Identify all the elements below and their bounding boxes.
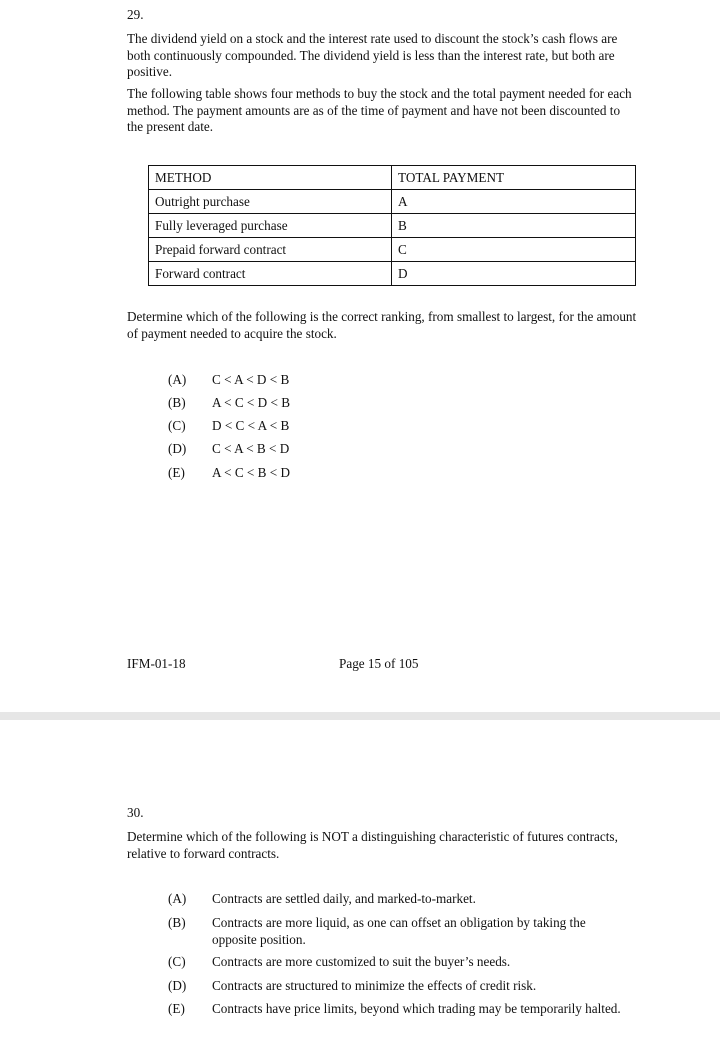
option-label: (C) xyxy=(168,954,186,969)
answer-option-c xyxy=(168,418,628,435)
question-29-table-description: The following table shows four methods to buy the stock and the total payment needed for each method. The payment amounts are as of the time of payment and have not been discounted to the present date. xyxy=(127,86,632,134)
option-label: (C) xyxy=(168,418,186,433)
question-29-number: 29. xyxy=(127,7,144,22)
answer-option-d xyxy=(168,978,628,995)
question-30-number: 30. xyxy=(127,805,144,820)
option-text: Contracts are settled daily, and marked-to-market. xyxy=(212,891,476,906)
table-cell-payment: A xyxy=(392,190,636,214)
answer-option-e xyxy=(168,465,628,482)
payment-methods-table xyxy=(148,165,636,286)
answer-option-c xyxy=(168,954,628,971)
question-29-intro-paragraph: The dividend yield on a stock and the interest rate used to discount the stock’s cash flows are both continuously compounded. The dividend yield is less than the interest rate, but both are positive. xyxy=(127,31,618,79)
option-text: Contracts are more liquid, as one can offset an obligation by taking the opposite position. xyxy=(212,915,586,947)
answer-option-d xyxy=(168,441,628,458)
option-label: (B) xyxy=(168,915,186,930)
table-row xyxy=(149,262,636,286)
answer-option-a xyxy=(168,891,628,908)
option-label: (D) xyxy=(168,441,187,456)
table-row xyxy=(149,214,636,238)
question-30-prompt: Determine which of the following is NOT a distinguishing characteristic of futures contracts, relative to forward contracts. xyxy=(127,829,618,861)
table-cell-method: Prepaid forward contract xyxy=(149,238,392,262)
table-cell-payment: D xyxy=(392,262,636,286)
table-row xyxy=(149,238,636,262)
answer-option-b xyxy=(168,915,628,948)
document-page-16 xyxy=(0,720,720,1041)
page-separator xyxy=(0,712,720,720)
option-label: (B) xyxy=(168,395,186,410)
footer-document-id: IFM-01-18 xyxy=(127,656,186,671)
option-label: (E) xyxy=(168,1001,185,1016)
option-text: Contracts have price limits, beyond which trading may be temporarily halted. xyxy=(212,1001,621,1016)
option-text: A < C < D < B xyxy=(212,395,291,410)
answer-option-b xyxy=(168,395,628,412)
option-label: (E) xyxy=(168,465,185,480)
option-text: C < A < B < D xyxy=(212,441,290,456)
table-row xyxy=(149,190,636,214)
table-cell-method: Outright purchase xyxy=(149,190,392,214)
table-cell-payment: C xyxy=(392,238,636,262)
option-label: (A) xyxy=(168,372,187,387)
footer-page-number: Page 15 of 105 xyxy=(339,656,419,671)
option-text: C < A < D < B xyxy=(212,372,290,387)
question-29-prompt: Determine which of the following is the correct ranking, from smallest to largest, for the amount of payment needed to acquire the stock. xyxy=(127,309,637,341)
table-cell-method: Fully leveraged purchase xyxy=(149,214,392,238)
option-label: (A) xyxy=(168,891,187,906)
table-cell-method: Forward contract xyxy=(149,262,392,286)
table-header-row xyxy=(149,166,636,190)
option-label: (D) xyxy=(168,978,187,993)
option-text: A < C < B < D xyxy=(212,465,291,480)
option-text: D < C < A < B xyxy=(212,418,290,433)
option-text: Contracts are more customized to suit the buyer’s needs. xyxy=(212,954,511,969)
option-text: Contracts are structured to minimize the effects of credit risk. xyxy=(212,978,537,993)
table-cell-payment: B xyxy=(392,214,636,238)
answer-option-e xyxy=(168,1001,628,1018)
answer-option-a xyxy=(168,372,628,389)
table-header-total-payment: TOTAL PAYMENT xyxy=(392,166,636,190)
table-header-method: METHOD xyxy=(149,166,392,190)
